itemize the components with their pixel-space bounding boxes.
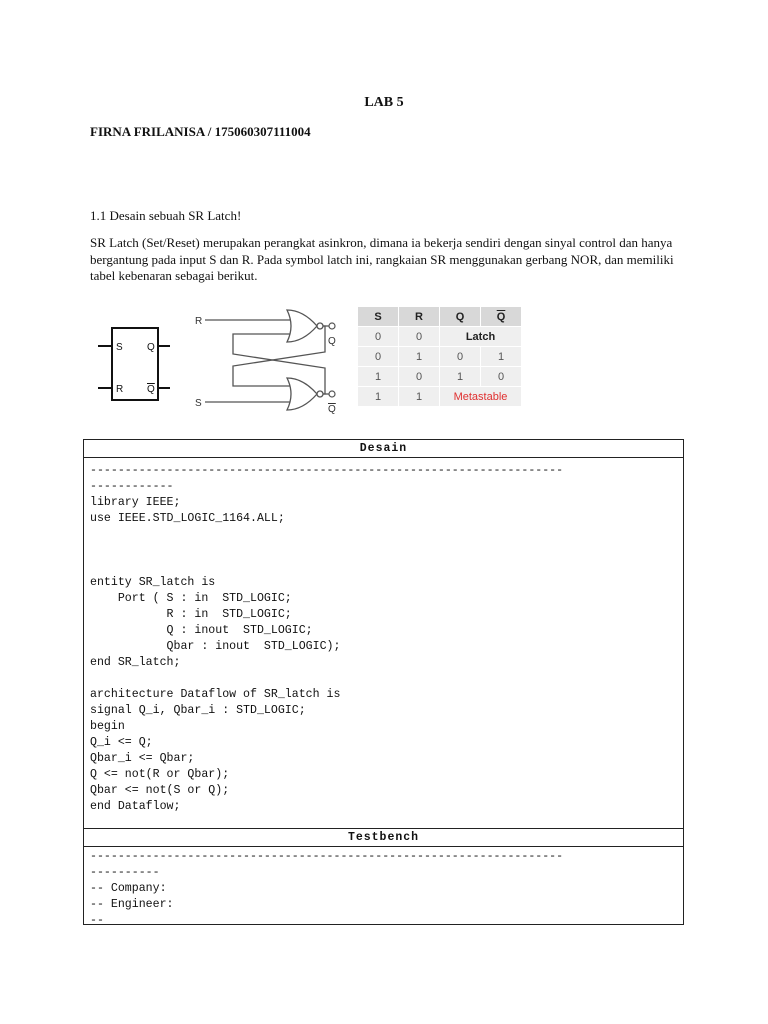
testbench-header: Testbench [84,828,683,847]
cell-metastable: Metastable [440,387,521,406]
circuit-input-r: R [195,316,203,327]
cell-q: 1 [440,367,480,386]
circuit-output-q: Q [328,336,336,347]
table-row [358,327,521,346]
author-line: FIRNA FRILANISA / 175060307111004 [90,124,311,139]
testbench-code: -------------------------------------------------------------------- ---------- -- Company: -- Engineer: -- [90,850,564,925]
section-heading: 1.1 Desain sebuah SR Latch! [90,208,242,223]
truth-table-header [358,307,521,326]
symbol-pin-q: Q [147,342,155,353]
truth-table [357,306,522,407]
symbol-pin-r: R [116,384,124,395]
table-row [358,367,521,386]
cell-s: 0 [358,327,398,346]
header-q: Q [440,307,480,326]
symbol-pin-qbar: Q [147,384,155,395]
header-qbar: $\overline{Q}$ [481,307,521,326]
cell-s: 0 [358,347,398,366]
table-row [358,347,521,366]
cell-q: 0 [440,347,480,366]
cell-qbar: 1 [481,347,521,366]
cell-r: 1 [399,387,439,406]
cell-qbar: 0 [481,367,521,386]
sr-latch-symbol [90,300,170,410]
cell-latch: Latch [440,327,521,346]
intro-paragraph: SR Latch (Set/Reset) merupakan perangkat asinkron, dimana ia bekerja sendiri dengan sinyal control dan hanya bergantung pada input S dan R. Pada symbol latch ini, rangkaian SR menggunakan gerbang NOR, dan memiliki tabel kebenaran sebagai berikut. [90,235,674,283]
cell-s: 1 [358,387,398,406]
design-header: Desain [84,440,683,458]
cell-r: 0 [399,327,439,346]
design-code: -------------------------------------------------------------------- ------------ library IEEE; use IEEE.STD_LOGIC_1164.ALL; entity SR_latch is Port ( S : in STD_LOGIC; R : in STD_LOGIC; Q : inout STD_LOGIC; Qbar : inout STD_LOGIC); end SR_latch; architecture Dataflow of SR_latch is signal Q_i, Qbar_i : STD_LOGIC; begin Q_i <= Q; Qbar_i <= Qbar; Q <= not(R or Qbar); Qbar <= not(S or Q); end Dataflow; [90,464,564,813]
code-table [83,439,684,925]
cell-r: 1 [399,347,439,366]
nor-gate-circuit [195,300,345,415]
cell-s: 1 [358,367,398,386]
circuit-input-s: S [195,398,202,409]
cell-r: 0 [399,367,439,386]
symbol-pin-s: S [116,342,123,353]
document-title: LAB 5 [364,95,404,110]
header-r: R [399,307,439,326]
header-s: S [358,307,398,326]
circuit-output-qbar: Q [328,404,336,415]
table-row [358,387,521,406]
